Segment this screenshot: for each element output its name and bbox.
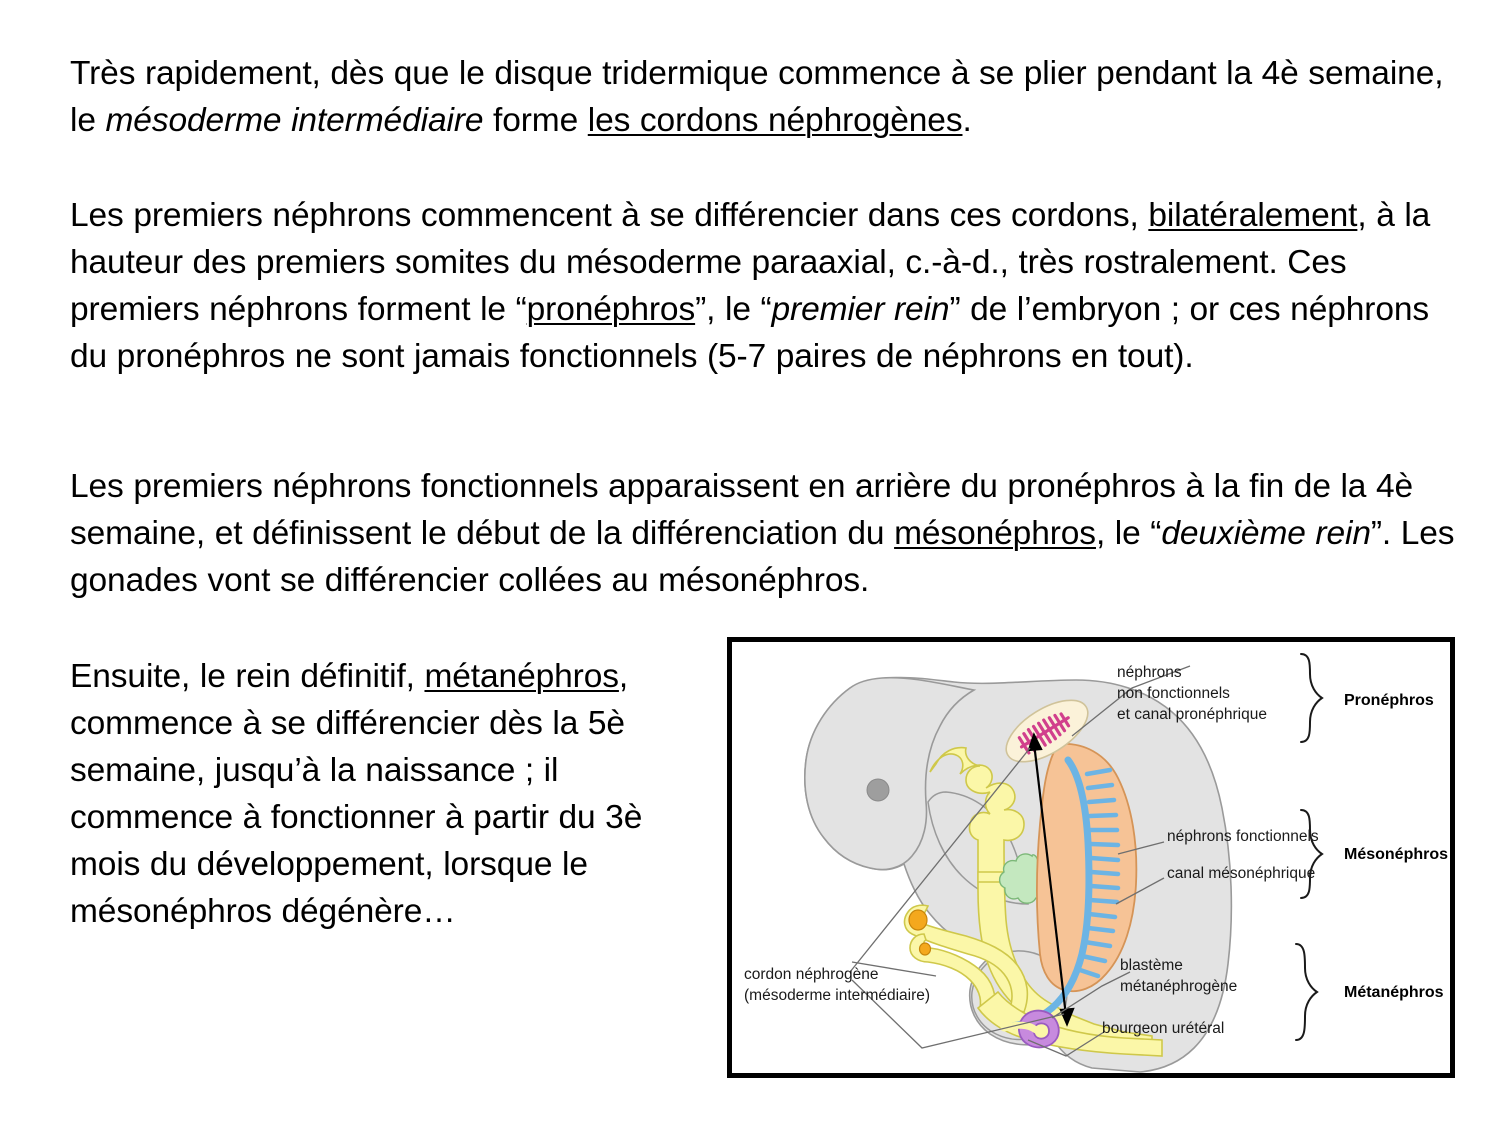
text-run: , le “ <box>1095 515 1162 552</box>
text-run: forme <box>483 102 588 139</box>
paragraph-2 <box>70 192 1470 380</box>
brace-group <box>1296 654 1322 1040</box>
label-nephrogenic-cord <box>744 964 930 1006</box>
embryo-diagram-svg <box>732 642 1450 1073</box>
label-mesonephros-title: Mésonéphros <box>1344 846 1449 863</box>
label-metanephros-bourgeon: bourgeon urétéral <box>1102 1020 1225 1037</box>
text-run: . <box>962 102 972 139</box>
text-run: Les premiers néphrons commencent à se différencier dans ces cordons, <box>70 197 1149 234</box>
text-run: bilatéralement <box>1148 197 1358 234</box>
text-run: ”, le “ <box>695 291 772 328</box>
brace-pronephros <box>1301 654 1322 742</box>
text-run: premier rein <box>771 291 950 328</box>
brace-metanephros <box>1296 944 1317 1040</box>
label-metanephros-blasteme <box>1120 955 1237 997</box>
text-run: Ensuite, le rein définitif, <box>70 658 425 695</box>
paragraph-1 <box>70 50 1460 144</box>
text-run: mésoderme intermédiaire <box>105 102 484 139</box>
text-run: Très rapidement, dès que le disque tridermique commence à se plier pendant la 4è semaine, le <box>70 55 1444 139</box>
text-run: , commence à se différencier dès la 5è semaine, jusqu’à la naissance ; il commence à fonctionner à partir du 3è mois du développement, lorsque le mésonéphros dégénère… <box>70 658 643 930</box>
paragraph-4 <box>70 653 720 935</box>
label-blasteme-line1: blastème <box>1120 957 1183 974</box>
brace-mesonephros <box>1301 810 1322 898</box>
label-pronephros-line1: néphrons <box>1117 664 1182 681</box>
label-pronephros-title: Pronéphros <box>1344 692 1434 709</box>
paragraph-3 <box>70 463 1465 604</box>
label-pronephros-line3: et canal pronéphrique <box>1117 706 1267 723</box>
label-metanephros-title: Métanéphros <box>1344 984 1444 1001</box>
label-pronephros-detail <box>1117 662 1267 725</box>
optic-cup-small <box>920 943 931 955</box>
label-blasteme-line2: métanéphrogène <box>1120 978 1238 995</box>
label-pronephros-line2: non fonctionnels <box>1117 685 1230 702</box>
text-run: Les premiers néphrons fonctionnels apparaissent en arrière du pronéphros à la fin de la 4è semaine, et définissent le début de la différenciation du <box>70 468 1414 552</box>
text-run: mésonéphros <box>894 515 1096 552</box>
label-cordon-line2: (mésoderme intermédiaire) <box>744 987 931 1004</box>
text-run: deuxième rein <box>1161 515 1371 552</box>
label-mesonephros-canal: canal mésonéphrique <box>1167 865 1316 882</box>
text-run: ” de l’embryon ; or ces néphrons du pronéphros ne sont jamais fonctionnels (5-7 paires de néphrons en tout). <box>70 291 1430 375</box>
text-run: métanéphros <box>424 658 619 695</box>
text-run: les cordons néphrogènes <box>587 102 963 139</box>
otic-vesicle-dot <box>867 779 889 801</box>
text-run: , à la hauteur des premiers somites du mésoderme paraaxial, c.-à-d., très rostralement. Ces premiers néphrons forment le “ <box>70 197 1431 328</box>
text-run: pronéphros <box>526 291 696 328</box>
text-run: ”. Les gonades vont se différencier collées au mésonéphros. <box>70 515 1455 599</box>
optic-cup-large <box>909 910 927 930</box>
embryo-diagram-figure <box>727 637 1455 1078</box>
label-cordon-line1: cordon néphrogène <box>744 966 879 983</box>
label-mesonephros-nephrons: néphrons fonctionnels <box>1167 828 1319 845</box>
